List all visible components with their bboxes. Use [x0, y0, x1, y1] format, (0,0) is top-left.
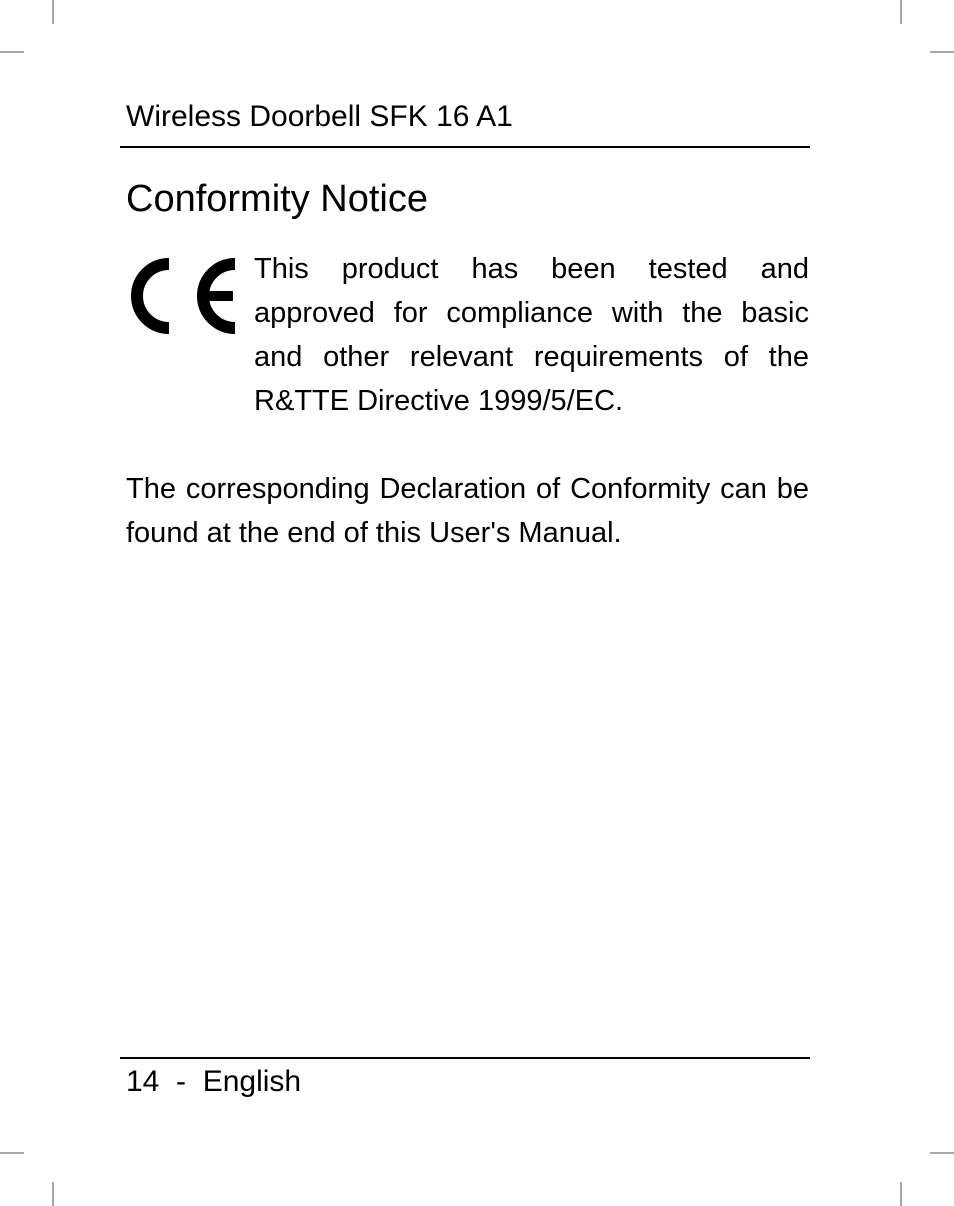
crop-mark-bottom-left-vertical — [52, 1182, 54, 1206]
page-number: 14 — [126, 1065, 160, 1098]
page-footer — [126, 1064, 301, 1100]
crop-mark-top-right-vertical — [900, 0, 902, 24]
ce-mark-icon — [127, 256, 239, 336]
header-rule — [120, 146, 810, 148]
compliance-statement: This product has been tested and approved for compliance with the basic and other relevant requirements of the R&TTE Directive 1999/5/EC. — [254, 253, 809, 417]
crop-mark-top-right-horizontal — [930, 51, 954, 53]
crop-mark-bottom-right-vertical — [900, 1182, 902, 1206]
footer-separator: - — [176, 1065, 187, 1098]
footer-rule — [120, 1057, 810, 1059]
crop-mark-top-left-horizontal — [0, 51, 24, 53]
declaration-statement: The corresponding Declaration of Conformity can be found at the end of this User's Manual. — [126, 473, 809, 549]
crop-mark-bottom-left-horizontal — [0, 1152, 24, 1154]
crop-mark-top-left-vertical — [52, 0, 54, 24]
section-heading: Conformity Notice — [126, 178, 428, 220]
crop-mark-bottom-right-horizontal — [930, 1152, 954, 1154]
footer-language: English — [202, 1065, 302, 1098]
running-header-title: Wireless Doorbell SFK 16 A1 — [126, 100, 513, 133]
